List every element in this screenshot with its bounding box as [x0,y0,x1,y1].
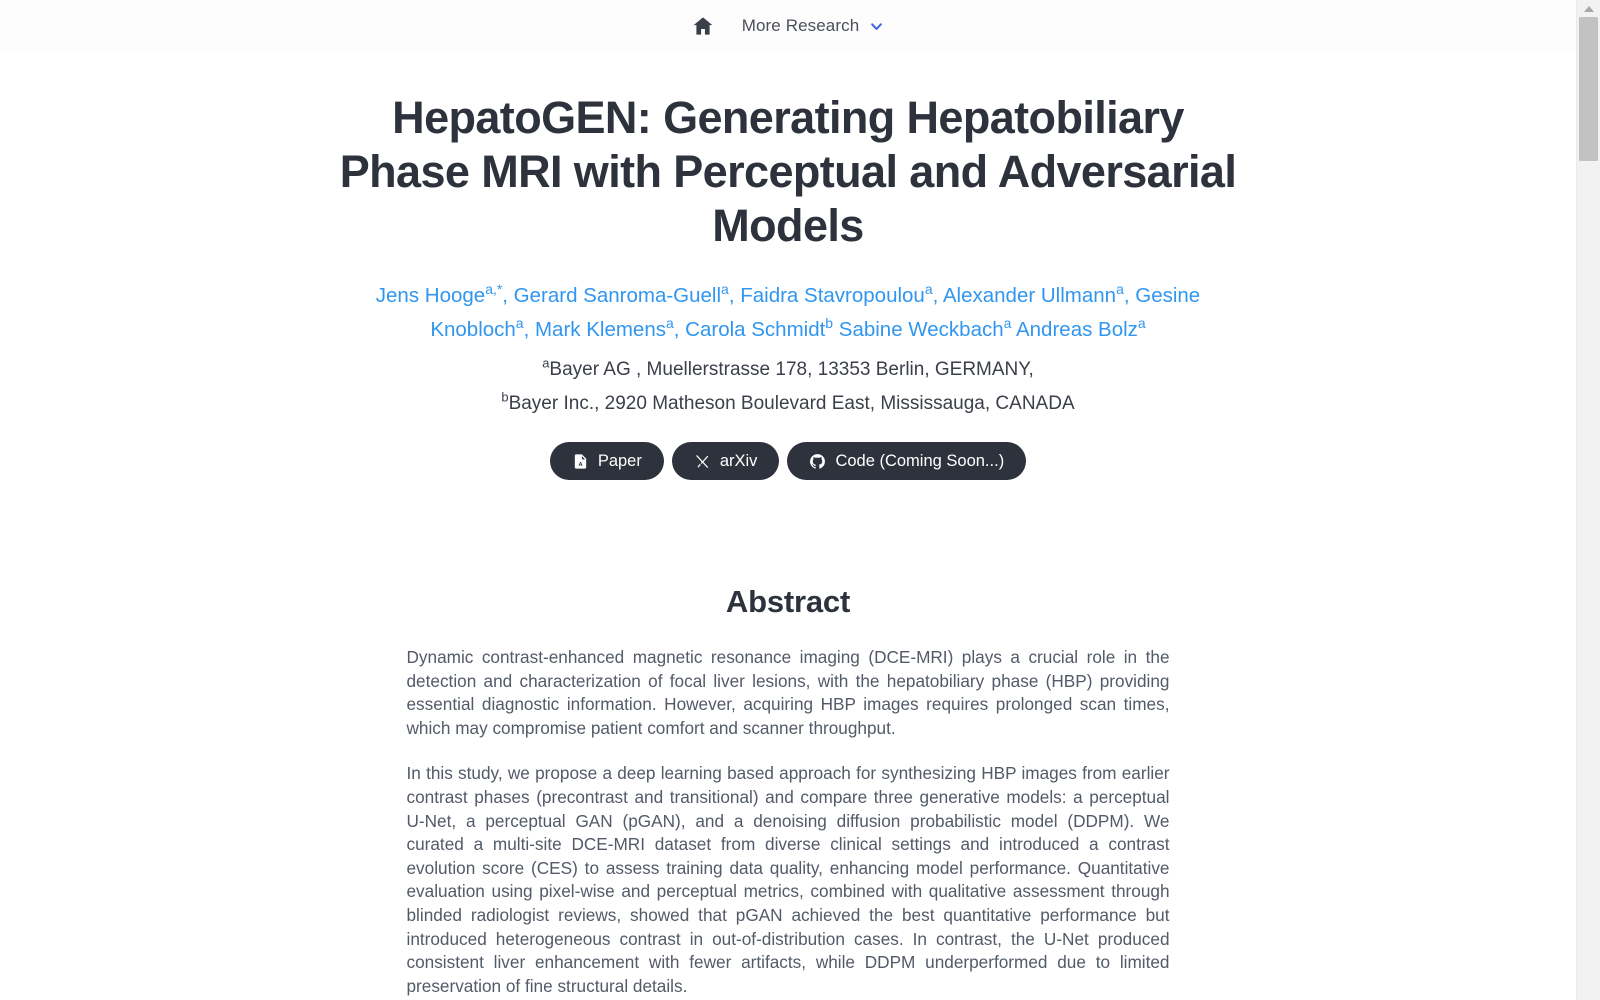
page-content [0,91,1576,998]
author-link[interactable]: Alexander Ullmann$^a$ [942,281,1124,307]
top-navigation-bar [0,0,1576,52]
author-link[interactable]: Sabine Weckbach$^a$ [838,315,1012,341]
paper-button[interactable] [550,442,664,480]
affiliation-text: Bayer AG , Muellerstrasse 178, 13353 Berlin, GERMANY, [549,359,1034,380]
author-affiliation-mark: b [825,315,834,332]
arxiv-button-label: arXiv [719,452,758,470]
affiliation-mark: a [542,355,550,371]
author-link[interactable]: Carola Schmidt$^b$ [685,315,834,341]
author-separator: , [523,318,535,341]
pdf-file-icon [572,453,589,470]
svg-text:A: A [578,461,583,468]
author-affiliation-mark: a [515,315,524,332]
author-separator: , [502,284,514,307]
arxiv-button[interactable] [672,442,780,480]
home-icon[interactable] [692,15,714,37]
author-affiliation-mark: a,* [485,281,503,298]
abstract-body [407,646,1170,998]
resource-links [0,442,1576,480]
author-affiliation-mark: a [665,315,674,332]
author-affiliation-mark: a [1116,281,1124,298]
author-separator [833,318,839,341]
more-research-label: More Research [741,16,860,35]
code-button[interactable] [787,442,1026,480]
author-separator: , [673,318,686,341]
paper-button-label: Paper [597,452,642,470]
author-separator: , [932,284,943,307]
abstract-heading: Abstract [725,584,851,619]
chevron-down-icon [869,19,884,34]
author-list [333,279,1243,347]
affiliation-line [288,353,1288,387]
arxiv-logo-icon [694,453,711,470]
author-link[interactable]: Andreas Bolz$^a$ [1015,315,1146,341]
scroll-up-arrow-icon[interactable] [1577,0,1600,17]
author-link[interactable]: Jens Hooge$^{a,*}$ [375,281,503,307]
code-button-label: Code (Coming Soon...) [835,452,1005,470]
abstract-paragraph: Dynamic contrast-enhanced magnetic resonance imaging (DCE-MRI) plays a crucial role in the detection and characterization of focal liver lesions, with the hepatobiliary phase (HBP) providing essential diagnostic information. However, acquiring HBP images requires prolonged scan times, which may compromise patient comfort and scanner throughput. [406,647,1170,738]
author-affiliation-mark: a [924,281,933,298]
nav-items [692,15,885,37]
author-link[interactable]: Gerard Sanroma-Guell$^a$ [513,281,729,307]
affiliation-list [288,353,1288,421]
scrollbar-thumb[interactable] [1579,17,1598,161]
author-affiliation-mark: a [721,281,729,298]
author-affiliation-mark: a [1003,315,1012,332]
author-link[interactable]: Faidra Stavropoulou$^a$ [740,281,933,307]
more-research-dropdown[interactable] [742,16,885,36]
abstract-paragraph: In this study, we propose a deep learning based approach for synthesizing HBP images from earlier contrast phases (precontrast and transitional) and compare three generative models: a perceptual U-Net, a perceptual GAN (pGAN), and a denoising diffusion probabilistic model (DDPM). We curated a multi-site DCE-MRI dataset from diverse clinical settings and introduced a contrast evolution score (CES) to assess training data quality, enhancing model performance. Quantitative evaluation using pixel-wise and perceptual metrics, combined with qualitative assessment through blinded radiologist reviews, showed that pGAN achieved the best quantitative performance but introduced heterogeneous contrast in out-of-distribution cases. In contrast, the U-Net produced consistent liver enhancement with fewer artifacts, while DDPM underperformed due to limited preservation of fine structural details. [406,763,1170,996]
author-link[interactable]: Mark Klemens$^a$ [534,315,674,341]
vertical-scrollbar[interactable] [1576,0,1600,1000]
author-separator: , [728,284,741,307]
author-affiliation-mark: a [1137,315,1146,332]
author-link[interactable]: Gesine Knobloch$^a$ [430,284,1201,341]
author-separator: , [1123,284,1136,307]
affiliation-line [288,387,1288,421]
page-title: HepatoGEN: Generating Hepatobiliary Phase MRI with Perceptual and Adversarial Models [339,92,1237,251]
affiliation-text: Bayer Inc., 2920 Matheson Boulevard East, Mississauga, CANADA [508,393,1075,414]
github-icon [809,453,826,470]
affiliation-mark: b [501,389,509,405]
